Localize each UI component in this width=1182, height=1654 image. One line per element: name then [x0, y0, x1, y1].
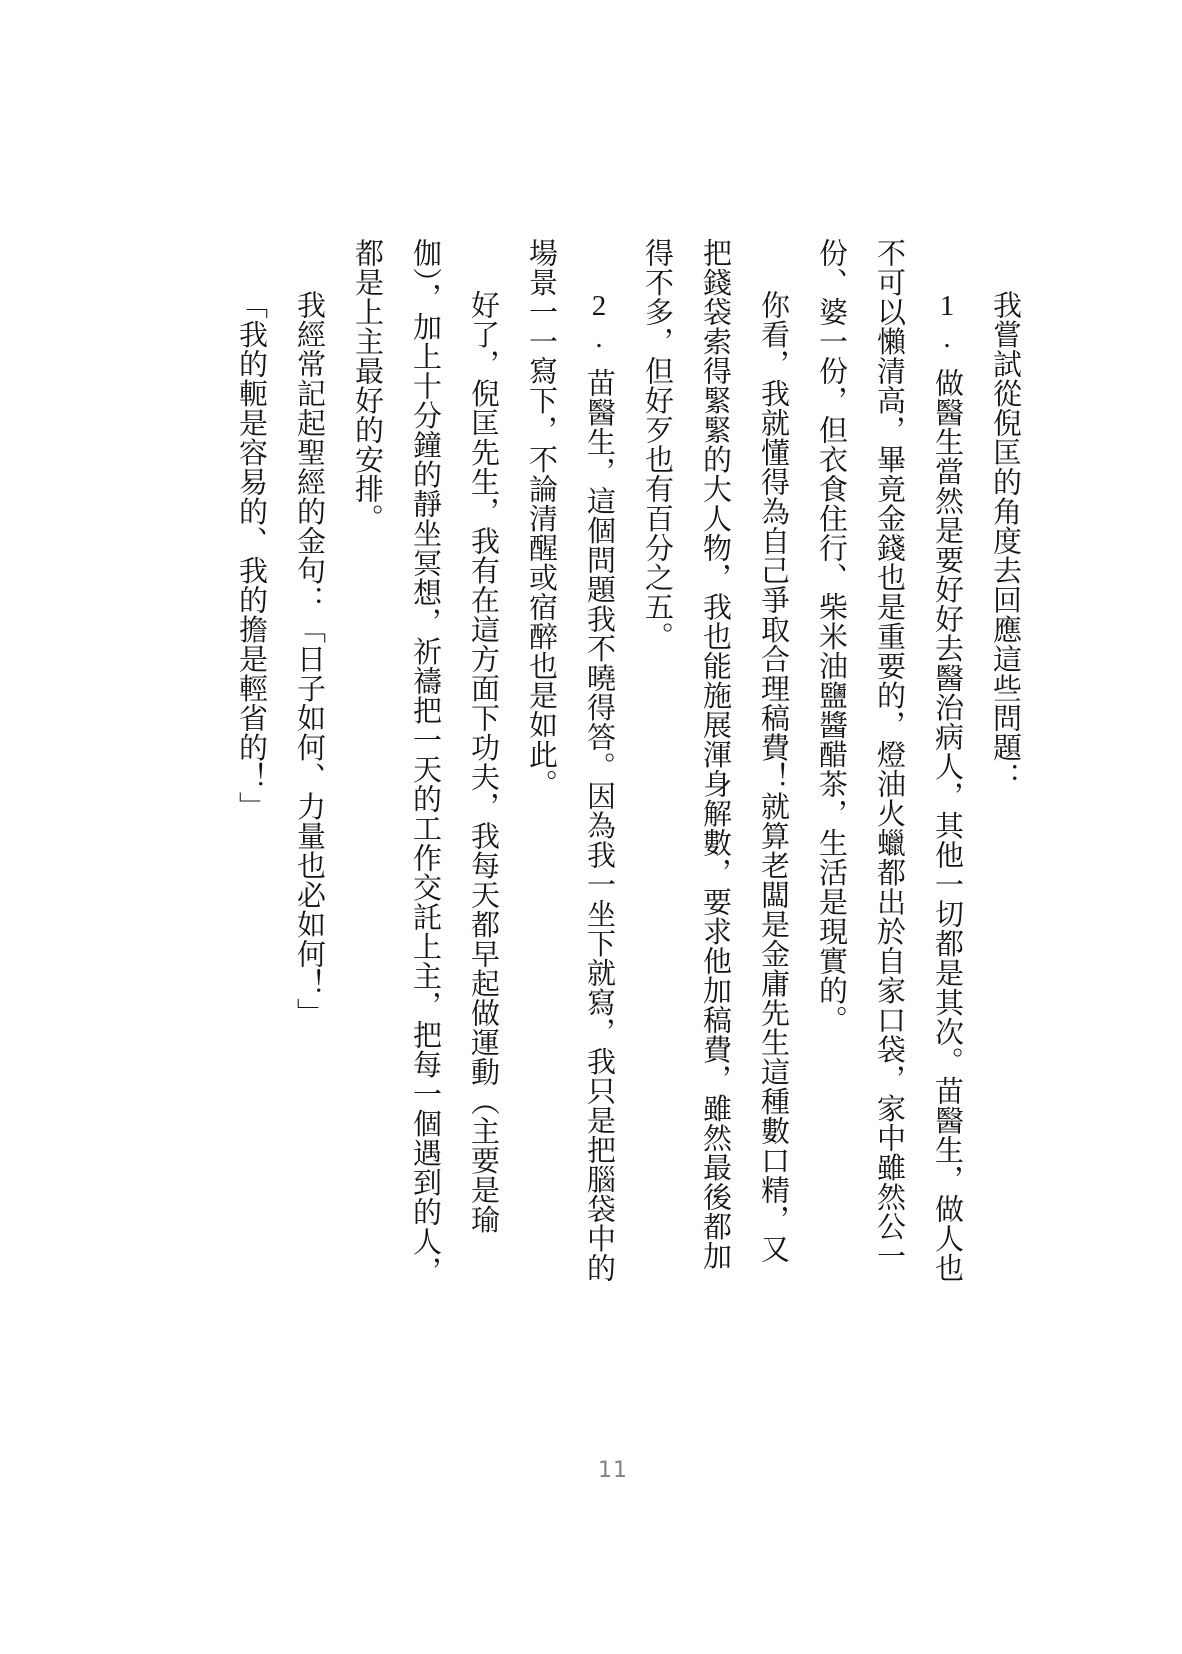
column-text: 得不多，但好歹也有百分之五。 — [641, 238, 673, 651]
text-column — [338, 238, 396, 1333]
text-column — [570, 238, 628, 1333]
column-text: 苗醫生，這個問題我不曉得答。因為我一坐下就寫，我只是把腦袋中的 — [583, 368, 615, 1283]
column-text: 我嘗試從倪匡的角度去回應這些問題： — [989, 290, 1021, 792]
text-column — [628, 238, 686, 1333]
list-number: 1. — [931, 290, 963, 354]
text-column — [686, 238, 744, 1333]
text-column — [454, 238, 512, 1333]
vertical-text-block — [222, 238, 1034, 1333]
text-column — [918, 238, 976, 1333]
column-text: 我經常記起聖經的金句：「日子如何、力量也必如何！」 — [293, 290, 325, 1028]
text-column — [222, 238, 280, 1333]
column-text: 場景一一寫下，不論清醒或宿醉也是如此。 — [525, 238, 557, 799]
text-column — [744, 238, 802, 1333]
column-text: 好了，倪匡先生，我有在這方面下功夫，我每天都早起做運動（主要是瑜 — [467, 290, 499, 1234]
column-text: 不可以懶清高，畢竟金錢也是重要的，燈油火蠟都出於自家口袋，家中雖然公一 — [873, 238, 905, 1271]
text-column — [396, 238, 454, 1333]
column-text: 做醫生當然是要好好去醫治病人，其他一切都是其次。苗醫生，做人也 — [931, 368, 963, 1283]
text-column — [976, 238, 1034, 1333]
list-number: 2. — [583, 290, 615, 354]
text-column — [280, 238, 338, 1333]
column-text: 伽），加上十分鐘的靜坐冥想，祈禱把一天的工作交託上主，把每一個遇到的人， — [409, 238, 441, 1286]
text-column — [802, 238, 860, 1333]
page-number: 11 — [598, 1458, 628, 1483]
column-text: 你看，我就懂得為自己爭取合理稿費！就算老闆是金庸先生這種數口精，又 — [757, 290, 789, 1264]
column-text: 「我的軛是容易的、我的擔是輕省的！」 — [235, 290, 267, 821]
column-text: 份、婆一份，但衣食住行、柴米油鹽醬醋茶，生活是現實的。 — [815, 238, 847, 1035]
column-text: 把錢袋索得緊緊的大人物，我也能施展渾身解數，要求他加稿費，雖然最後都加 — [699, 238, 731, 1271]
text-column — [512, 238, 570, 1333]
column-text: 都是上主最好的安排。 — [351, 238, 383, 533]
text-column — [860, 238, 918, 1333]
